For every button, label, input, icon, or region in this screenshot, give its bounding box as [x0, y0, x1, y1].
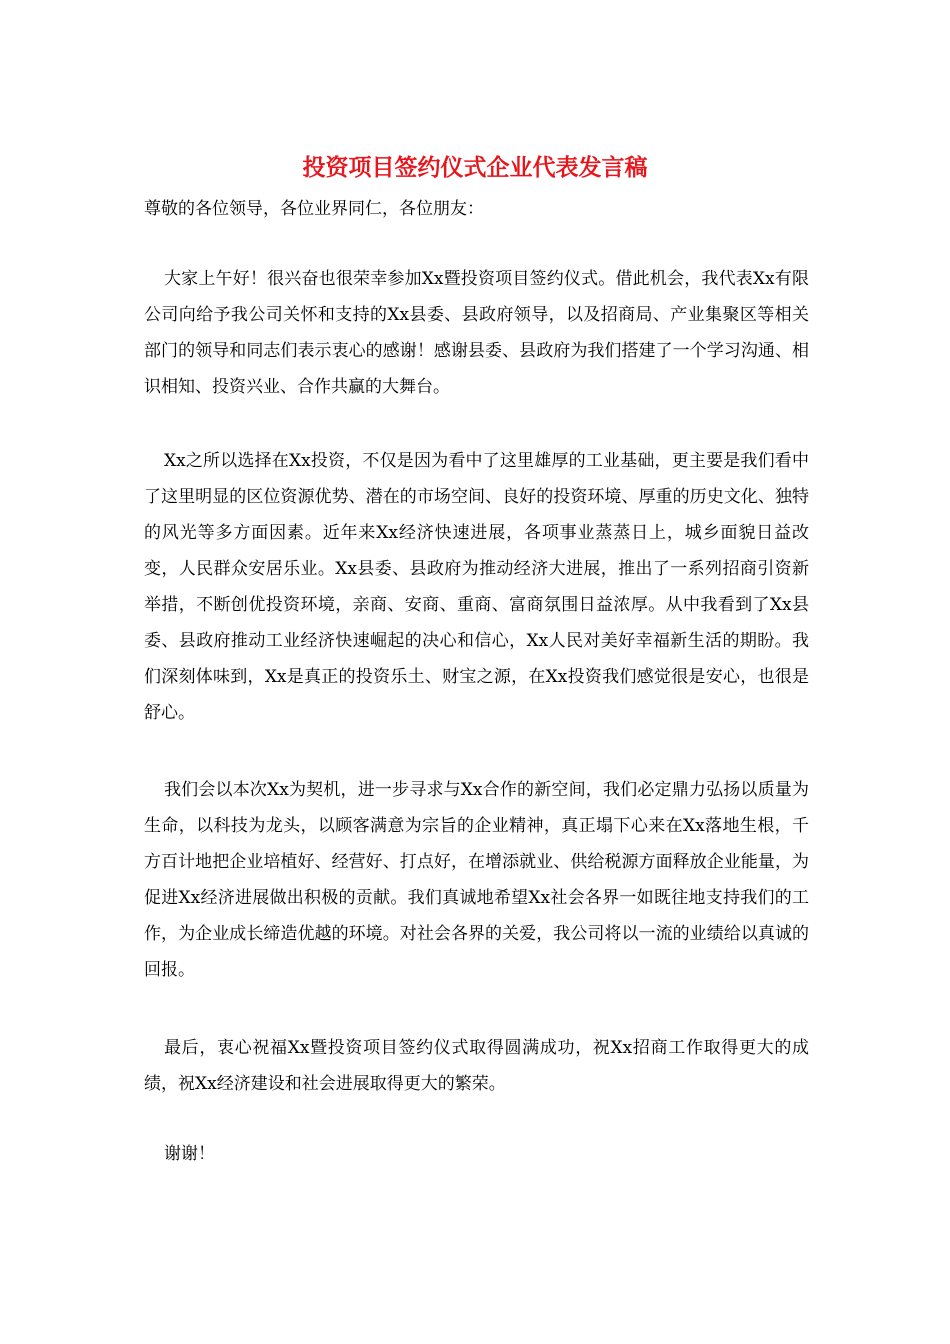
paragraph-commitment: 我们会以本次Xx为契机，进一步寻求与Xx合作的新空间，我们必定鼎力弘扬以质量为生命，以科技为龙头，以顾客满意为宗旨的企业精神，真正塌下心来在Xx落地生根，千方百计地把企业培植好、经营好、打点好，在增添就业、供给税源方面释放企业能量，为促进Xx经济进展做出积极的贡献。我们真诚地希望Xx社会各界一如既往地支持我们的工作，为企业成长缔造优越的环境。对社会各界的关爱，我公司将以一流的业绩给以真诚的回报。	[144, 780, 809, 980]
paragraph-investment-reasons: Xx之所以选择在Xx投资，不仅是因为看中了这里雄厚的工业基础，更主要是我们看中了这里明显的区位资源优势、潜在的市场空间、良好的投资环境、厚重的历史文化、独特的风光等多方面因素。近年来Xx经济快速进展，各项事业蒸蒸日上，城乡面貌日益改变，人民群众安居乐业。Xx县委、县政府为推动经济大进展，推出了一系列招商引资新举措，不断创优投资环境，亲商、安商、重商、富商氛围日益浓厚。从中我看到了Xx县委、县政府推动工业经济快速崛起的决心和信心，Xx人民对美好幸福新生活的期盼。我们深刻体味到，Xx是真正的投资乐土、财宝之源，在Xx投资我们感觉很是安心，也很是舒心。	[144, 451, 809, 723]
document-title: 投资项目签约仪式企业代表发言稿	[302, 154, 648, 181]
paragraph-greeting: 大家上午好！很兴奋也很荣幸参加Xx暨投资项目签约仪式。借此机会，我代表Xx有限公司向给予我公司关怀和支持的Xx县委、县政府领导，以及招商局、产业集聚区等相关部门的领导和同志们表示衷心的感谢！感谢县委、县政府为我们搭建了一个学习沟通、相识相知、投资兴业、合作共赢的大舞台。	[144, 269, 809, 397]
paragraph-closing-wishes: 最后，衷心祝福Xx暨投资项目签约仪式取得圆满成功，祝Xx招商工作取得更大的成绩，祝Xx经济建设和社会进展取得更大的繁荣。	[144, 1038, 809, 1094]
salutation: 尊敬的各位领导，各位业界同仁，各位朋友：	[144, 199, 484, 219]
paragraph-thanks: 谢谢！	[164, 1144, 215, 1164]
